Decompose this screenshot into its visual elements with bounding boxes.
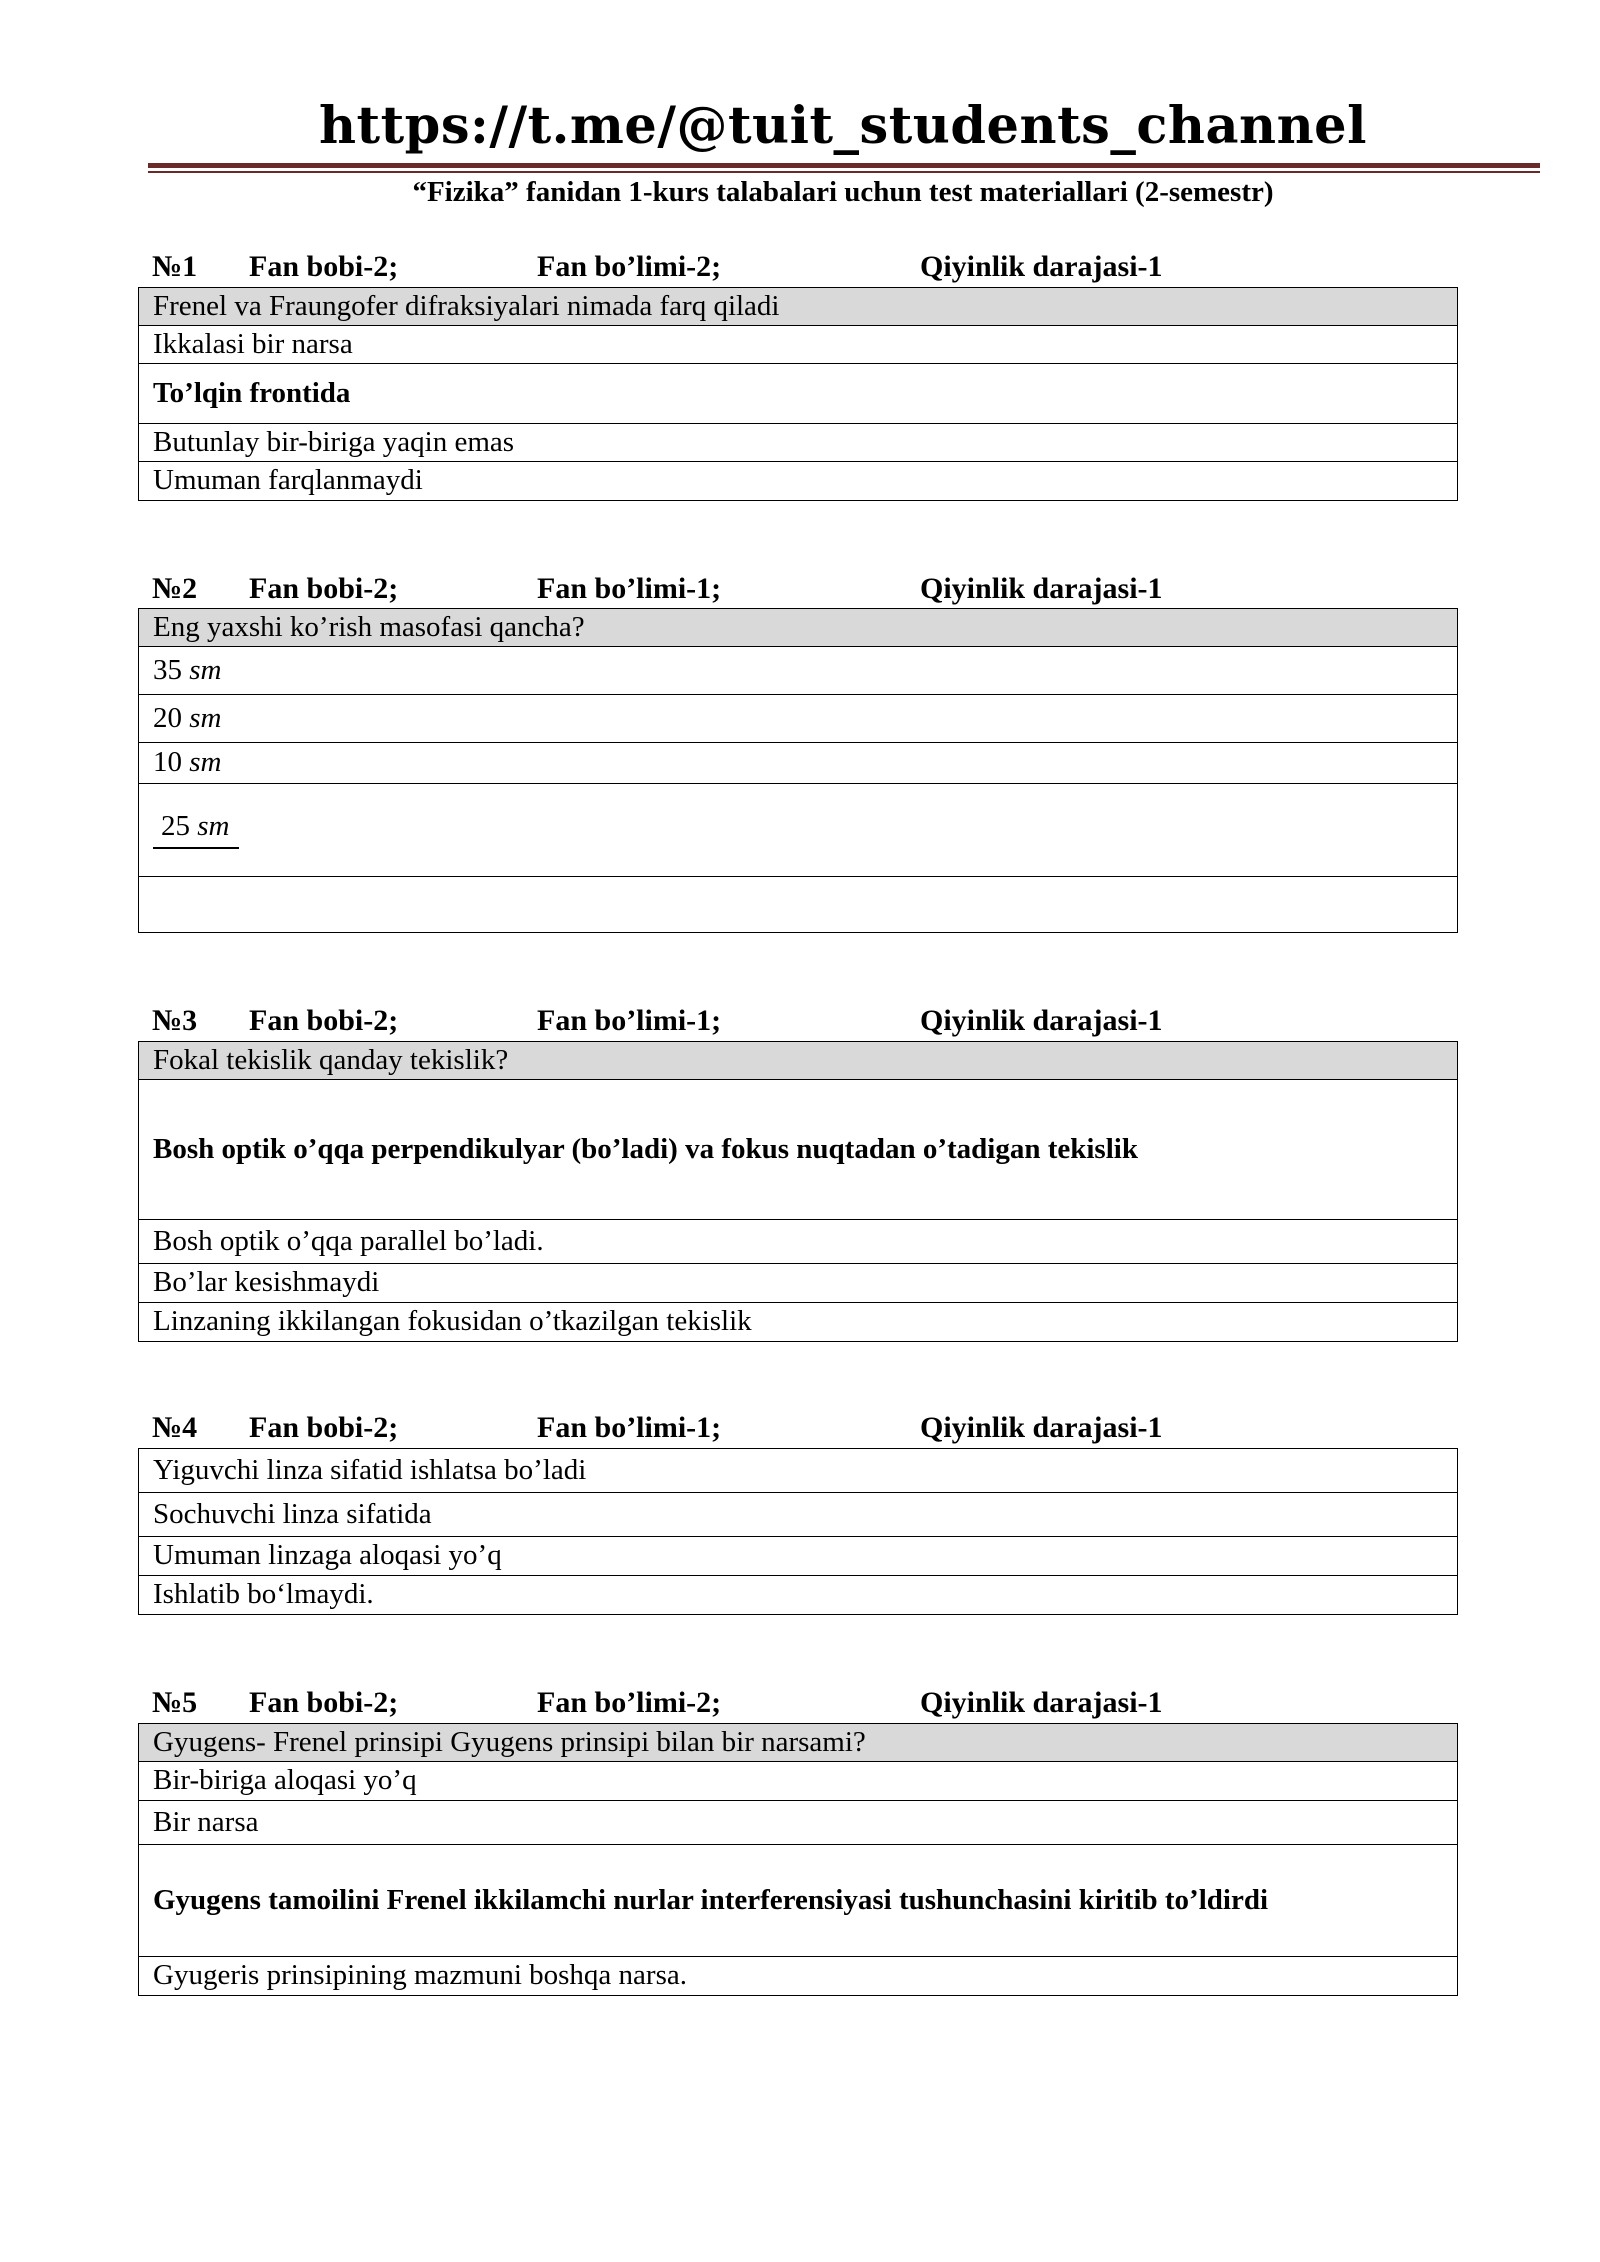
answer-unit: sm <box>189 746 222 779</box>
header-rule-thick <box>148 163 1540 168</box>
answer-option: Umuman linzaga aloqasi yo’q <box>139 1537 1458 1576</box>
qiyinlik-darajasi: Qiyinlik darajasi-1 <box>920 1686 1163 1719</box>
question-2-table <box>138 608 1458 933</box>
fan-bobi: Fan bobi-2; <box>249 572 399 605</box>
answer-unit: sm <box>189 653 222 686</box>
answer-option-highlighted <box>139 784 1458 877</box>
question-number: №2 <box>152 572 198 605</box>
answer-option: Bosh optik o’qqa parallel bo’ladi. <box>139 1220 1458 1264</box>
answer-option: Ikkalasi bir narsa <box>139 326 1458 364</box>
fan-bolimi: Fan bo’limi-1; <box>537 1411 722 1444</box>
answer-option: Sochuvchi linza sifatida <box>139 1493 1458 1537</box>
question-5-table <box>138 1723 1458 1996</box>
fan-bolimi: Fan bo’limi-2; <box>537 1686 722 1719</box>
answer-option-highlighted: Bosh optik o’qqa perpendikulyar (bo’ladi) va fokus nuqtadan o’tadigan tekislik <box>139 1080 1458 1220</box>
question-text: Eng yaxshi ko’rish masofasi qancha? <box>139 609 1458 647</box>
fan-bolimi: Fan bo’limi-1; <box>537 1004 722 1037</box>
qiyinlik-darajasi: Qiyinlik darajasi-1 <box>920 1411 1163 1444</box>
answer-option: Linzaning ikkilangan fokusidan o’tkazilgan tekislik <box>139 1303 1458 1342</box>
question-text: Frenel va Fraungofer difraksiyalari nimada farq qiladi <box>139 288 1458 326</box>
answer-option: Yiguvchi linza sifatid ishlatsa bo’ladi <box>139 1449 1458 1493</box>
answer-option: Gyugeris prinsipining mazmuni boshqa narsa. <box>139 1957 1458 1996</box>
answer-value: 20 <box>153 701 182 734</box>
answer-unit: sm <box>197 810 230 843</box>
question-number: №5 <box>152 1686 198 1719</box>
document-subtitle: “Fizika” fanidan 1-kurs talabalari uchun test materiallari (2-semestr) <box>412 176 1274 208</box>
answer-value: 10 <box>153 746 182 779</box>
header-rule-thin <box>148 171 1540 173</box>
question-number: №3 <box>152 1004 198 1037</box>
answer-option: Bir-biriga aloqasi yo’q <box>139 1762 1458 1801</box>
fan-bobi: Fan bobi-2; <box>249 1411 399 1444</box>
channel-url: https://t.me/@tuit_students_channel <box>318 96 1368 156</box>
qiyinlik-darajasi: Qiyinlik darajasi-1 <box>920 250 1163 283</box>
answer-option: Bir narsa <box>139 1801 1458 1845</box>
question-number: №4 <box>152 1411 198 1444</box>
qiyinlik-darajasi: Qiyinlik darajasi-1 <box>920 572 1163 605</box>
answer-option: Umuman farqlanmaydi <box>139 462 1458 501</box>
question-3-table <box>138 1041 1458 1342</box>
answer-value: 35 <box>153 653 182 686</box>
answer-option: Bo’lar kesishmaydi <box>139 1264 1458 1303</box>
answer-value: 25 <box>161 810 190 843</box>
fan-bolimi: Fan bo’limi-2; <box>537 250 722 283</box>
answer-option <box>139 695 1458 743</box>
fan-bobi: Fan bobi-2; <box>249 1004 399 1037</box>
question-text: Fokal tekislik qanday tekislik? <box>139 1042 1458 1080</box>
answer-option: Butunlay bir-biriga yaqin emas <box>139 424 1458 462</box>
answer-option-highlighted: To’lqin frontida <box>139 364 1458 424</box>
answer-option-empty <box>139 877 1458 933</box>
question-number: №1 <box>152 250 198 283</box>
fan-bolimi: Fan bo’limi-1; <box>537 572 722 605</box>
answer-unit: sm <box>189 701 222 734</box>
question-4-table <box>138 1448 1458 1615</box>
answer-option <box>139 647 1458 695</box>
fan-bobi: Fan bobi-2; <box>249 1686 399 1719</box>
answer-option-highlighted: Gyugens tamoilini Frenel ikkilamchi nurlar interferensiyasi tushunchasini kiritib to’ldirdi <box>139 1845 1458 1957</box>
qiyinlik-darajasi: Qiyinlik darajasi-1 <box>920 1004 1163 1037</box>
answer-option <box>139 743 1458 784</box>
answer-option: Ishlatib bo‘lmaydi. <box>139 1576 1458 1615</box>
question-1-table <box>138 287 1458 501</box>
question-text: Gyugens- Frenel prinsipi Gyugens prinsipi bilan bir narsami? <box>139 1724 1458 1762</box>
fan-bobi: Fan bobi-2; <box>249 250 399 283</box>
